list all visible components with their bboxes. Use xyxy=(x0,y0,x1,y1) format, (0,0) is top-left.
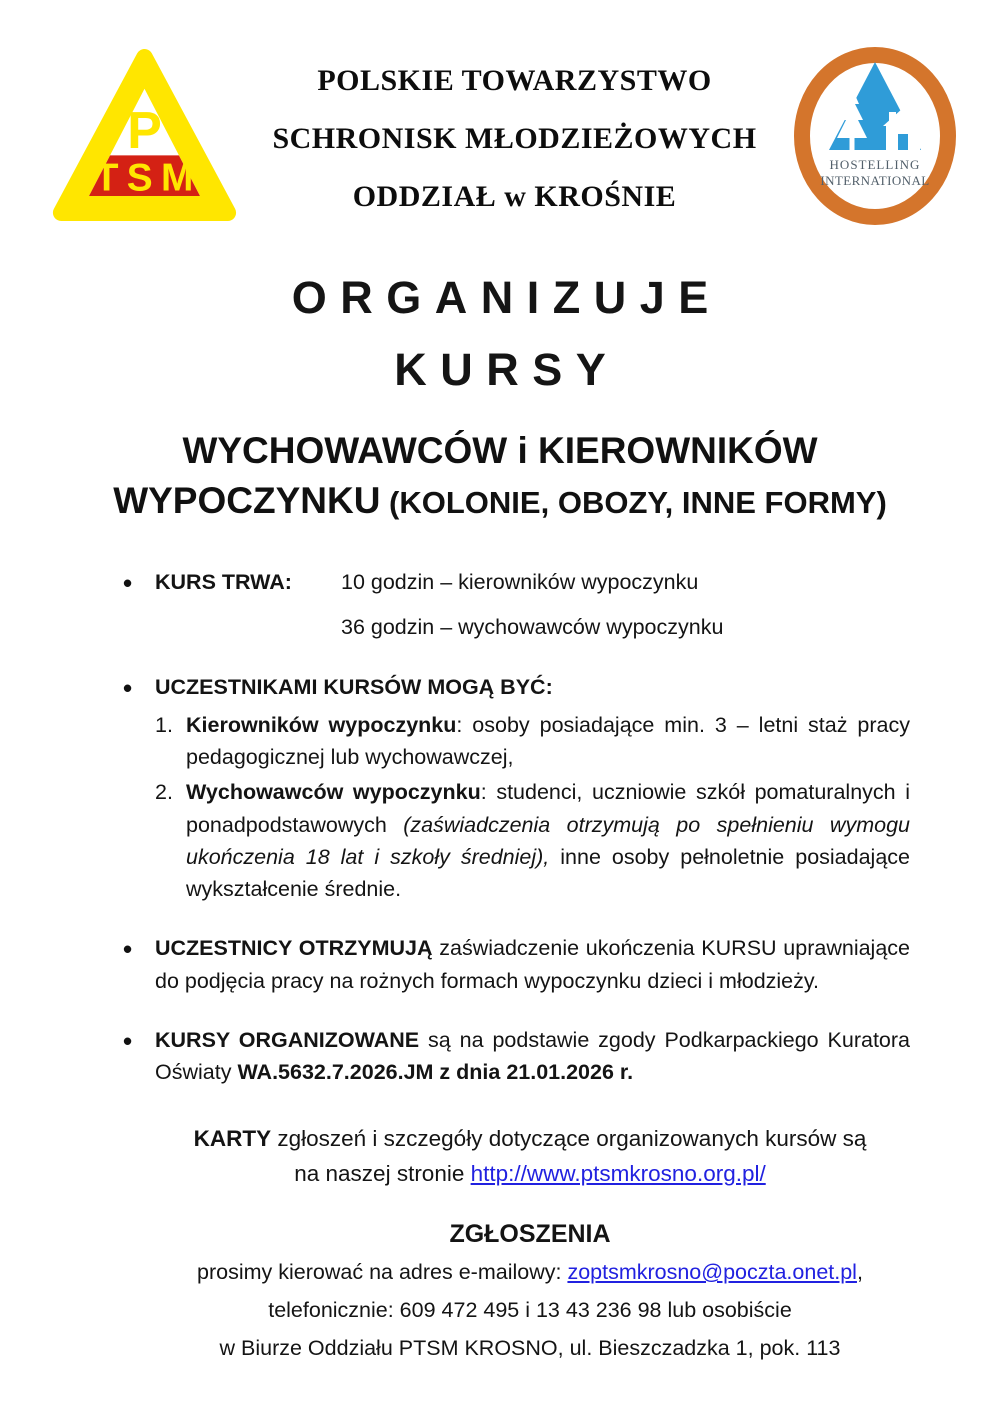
house-door xyxy=(898,134,908,150)
org-name-line-3: ODDZIAŁ w KROŚNIE xyxy=(352,180,677,213)
house-chimney xyxy=(889,112,896,123)
header xyxy=(0,44,1000,238)
email-suffix: , xyxy=(856,1260,863,1284)
bullet-kurs-trwa xyxy=(120,566,910,644)
legal-text: są na podstawie zgody Podkarpackiego Kuratora Oświaty xyxy=(155,1027,911,1084)
ptsm-logo-icon xyxy=(52,44,237,226)
certificate-bold-lead: UCZESTNICY OTRZYMUJĄ xyxy=(155,936,433,961)
applications-heading: ZGŁOSZENIA xyxy=(449,1220,611,1248)
item-1-number: 1. xyxy=(155,712,173,737)
bullet-list xyxy=(120,566,910,1088)
kurs-trwa-label: KURS TRWA: xyxy=(155,570,292,594)
kurs-trwa-duration-1: 10 godzin – kierowników wypoczynku xyxy=(341,570,699,594)
item-2-italic-note: (zaświadczenia otrzymują po spełnieniu wymogu ukończenia 18 lat i szkoły średniej), xyxy=(186,812,910,869)
bullet-certificate xyxy=(120,932,910,997)
ptsm-logo xyxy=(52,44,237,231)
subtitle-line-2 xyxy=(0,480,1000,522)
bullet-participants xyxy=(120,671,910,906)
cards-text: zgłoszeń i szczegóły dotyczące organizowanych kursów są na naszej stronie xyxy=(271,1126,867,1187)
item-2-bold-lead: Wychowawców wypoczynku xyxy=(186,780,481,805)
website-link[interactable]: http://www.ptsmkrosno.org.pl/ xyxy=(470,1161,766,1187)
cards-bold-lead: KARTY xyxy=(193,1126,272,1152)
hi-text-line-2: INTERNATIONAL xyxy=(820,173,930,188)
item-2-number: 2. xyxy=(155,780,173,805)
item-1-bold-lead: Kierowników wypoczynku xyxy=(186,712,457,737)
title-kursy: KURSY xyxy=(394,344,620,395)
kurs-trwa-duration-2: 36 godzin – wychowawców wypoczynku xyxy=(341,615,724,640)
hostelling-international-icon xyxy=(792,46,958,226)
bullet-legal-basis xyxy=(120,1024,910,1089)
subtitle-wypoczynku: WYPOCZYNKU xyxy=(113,480,381,521)
tree-trunk xyxy=(850,138,855,150)
office-line: w Biurze Oddziału PTSM KROSNO, ul. Bieszczadzka 1, pok. 113 xyxy=(219,1336,841,1361)
org-name-line-1: POLSKIE TOWARZYSTWO xyxy=(317,64,712,97)
legal-approval-number: WA.5632.7.2026.JM z dnia 21.01.2026 r. xyxy=(237,1060,634,1084)
phone-line: telefonicznie: 609 472 495 i 13 43 236 98 lub osobiście xyxy=(268,1298,792,1323)
title-organizuje: ORGANIZUJE xyxy=(291,272,722,323)
participants-heading: UCZESTNIKAMI KURSÓW MOGĄ BYĆ: xyxy=(155,674,553,699)
hostelling-international-logo xyxy=(792,44,958,231)
item-1-text: : osoby posiadające min. 3 – letni staż pracy pedagogicznej lub wychowawczej, xyxy=(186,712,910,769)
legal-bold-lead: KURSY ORGANIZOWANE xyxy=(155,1027,420,1052)
email-line xyxy=(155,1258,905,1287)
subtitle-parenthetical: (KOLONIE, OBOZY, INNE FORMY) xyxy=(380,485,887,520)
email-prefix: prosimy kierować na adres e-mailowy: xyxy=(197,1260,568,1284)
organization-title xyxy=(237,44,792,238)
ptsm-letters-tsm: TSM xyxy=(94,156,202,200)
footer xyxy=(155,1122,905,1363)
item-2-text-1: : studenci, uczniowie szkół pomaturalnych i ponadpodstawowych xyxy=(186,780,910,837)
subtitle-line-1: WYCHOWAWCÓW i KIEROWNIKÓW xyxy=(182,430,818,471)
cards-paragraph xyxy=(155,1122,905,1192)
item-2-text-2: inne osoby pełnoletnie posiadające wykształcenie średnie. xyxy=(186,844,910,901)
email-link[interactable]: zoptsmkrosno@poczta.onet.pl xyxy=(567,1260,857,1284)
ptsm-letter-p: P xyxy=(127,100,162,159)
certificate-text: zaświadczenie ukończenia KURSU uprawniające do podjęcia pracy na rożnych formach wypoczynku dzieci i młodzieży. xyxy=(155,936,910,993)
hi-text-line-1: HOSTELLING xyxy=(829,157,921,172)
participants-list xyxy=(155,709,910,906)
org-name-line-2: SCHRONISK MŁODZIEŻOWYCH xyxy=(272,122,757,155)
participants-item-1 xyxy=(155,709,910,774)
body-content xyxy=(120,566,910,1088)
participants-item-2 xyxy=(155,776,910,905)
